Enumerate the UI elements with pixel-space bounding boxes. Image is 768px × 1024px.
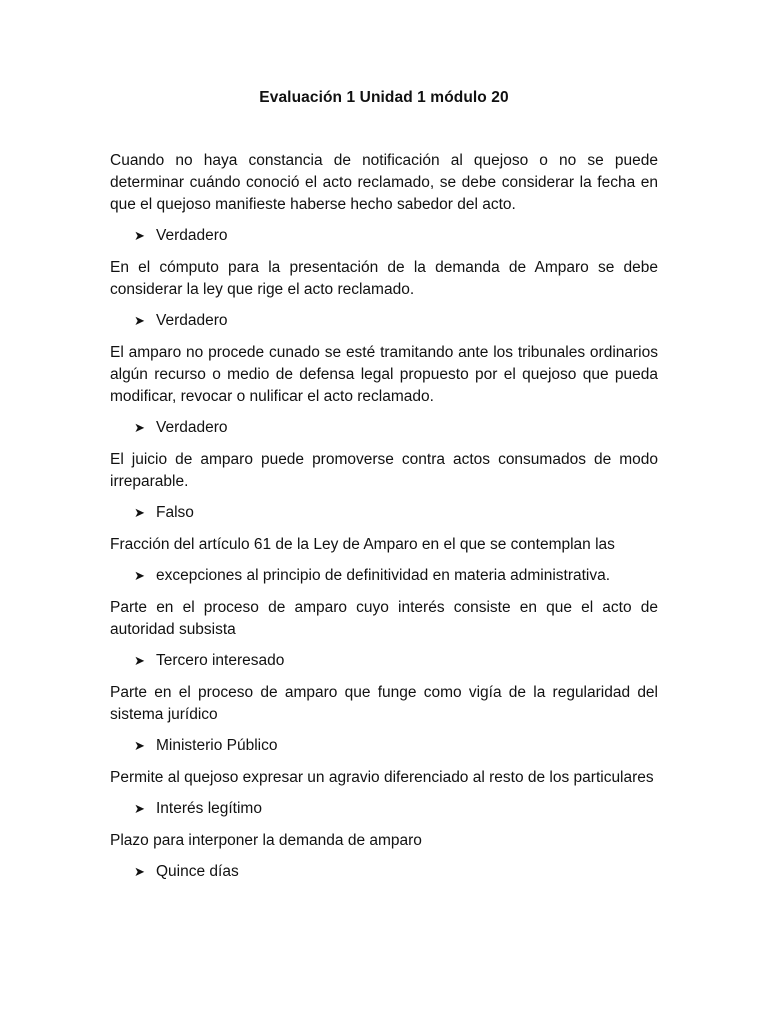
- question-7: Parte en el proceso de amparo que funge como vigía de la regularidad del sistema jurídico: [110, 684, 658, 723]
- arrowhead-bullet-icon: ➤: [134, 313, 145, 328]
- arrowhead-bullet-icon: ➤: [134, 568, 145, 583]
- answer-text: Verdadero: [156, 227, 228, 244]
- question-3: El amparo no procede cunado se esté tramitando ante los tribunales ordinarios algún recurso o medio de defensa legal propuesto por el quejoso que pueda modificar, revocar o nulificar el acto reclamado.: [110, 344, 658, 405]
- question-6: Parte en el proceso de amparo cuyo interés consiste en que el acto de autoridad subsista: [110, 599, 658, 638]
- answer-1: [110, 225, 658, 247]
- arrowhead-bullet-icon: ➤: [134, 653, 145, 668]
- answer-text: Tercero interesado: [156, 652, 285, 669]
- answer-3: [110, 417, 658, 439]
- answer-6: [110, 650, 658, 672]
- question-2: En el cómputo para la presentación de la demanda de Amparo se debe considerar la ley que rige el acto reclamado.: [110, 259, 658, 298]
- answer-text: Verdadero: [156, 312, 228, 329]
- answer-8: [110, 798, 658, 820]
- question-5: Fracción del artículo 61 de la Ley de Amparo en el que se contemplan las: [110, 536, 615, 553]
- answer-text: Ministerio Público: [156, 737, 278, 754]
- answer-9: [110, 861, 658, 883]
- answer-text: Verdadero: [156, 419, 228, 436]
- answer-2: [110, 310, 658, 332]
- arrowhead-bullet-icon: ➤: [134, 420, 145, 435]
- page-title: Evaluación 1 Unidad 1 módulo 20: [259, 89, 509, 106]
- arrowhead-bullet-icon: ➤: [134, 505, 145, 520]
- answer-5: [110, 565, 658, 587]
- answer-text: excepciones al principio de definitividad en materia administrativa.: [156, 567, 611, 584]
- question-9: Plazo para interponer la demanda de amparo: [110, 832, 422, 849]
- arrowhead-bullet-icon: ➤: [134, 738, 145, 753]
- arrowhead-bullet-icon: ➤: [134, 228, 145, 243]
- arrowhead-bullet-icon: ➤: [134, 801, 145, 816]
- arrowhead-bullet-icon: ➤: [134, 864, 145, 879]
- answer-text: Quince días: [156, 863, 239, 880]
- question-list: [110, 150, 658, 893]
- question-4: El juicio de amparo puede promoverse contra actos consumados de modo irreparable.: [110, 451, 658, 490]
- answer-text: Falso: [156, 504, 194, 521]
- question-8: Permite al quejoso expresar un agravio diferenciado al resto de los particulares: [110, 769, 654, 786]
- answer-text: Interés legítimo: [156, 800, 262, 817]
- answer-4: [110, 502, 658, 524]
- answer-7: [110, 735, 658, 757]
- question-1: Cuando no haya constancia de notificación al quejoso o no se puede determinar cuándo conoció el acto reclamado, se debe considerar la fecha en que el quejoso manifieste haberse hecho sabedor del acto.: [110, 152, 658, 213]
